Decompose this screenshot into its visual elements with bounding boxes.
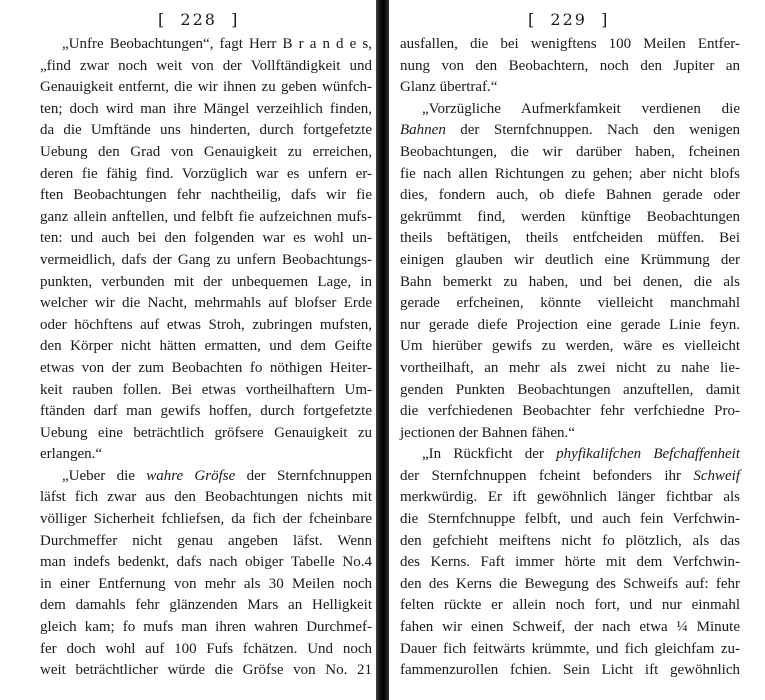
text-segment: dem damahls fehr glänzenden Mars an Helligkeit bbox=[40, 597, 372, 614]
text-segment: „find zwar noch weit von der Vollftändigkeit und bbox=[40, 57, 372, 74]
text-line bbox=[40, 660, 372, 682]
text-line bbox=[400, 660, 740, 682]
text-segment: weit beträchtlicher würde die Gröfse von No. 21 bbox=[40, 662, 372, 679]
text-line bbox=[40, 401, 372, 423]
text-line bbox=[40, 617, 372, 639]
text-segment: der Sternfchnuppen. Nach den wenigen bbox=[445, 122, 740, 139]
text-segment: ausfallen, die bei wenigftens 100 Meilen Entfer- bbox=[400, 36, 740, 52]
italic-text: Bahnen bbox=[400, 122, 446, 139]
text-line bbox=[400, 293, 740, 315]
text-line bbox=[40, 142, 372, 164]
right-page bbox=[388, 0, 765, 700]
text-line bbox=[400, 595, 740, 617]
text-segment: Beobachtungen, die wir darüber haben, fcheinen bbox=[400, 143, 740, 160]
text-line bbox=[40, 639, 372, 661]
text-line bbox=[40, 250, 372, 272]
text-line bbox=[400, 250, 740, 272]
text-segment: Dauer fich feitwärts krümmte, und fich gleichfam zu- bbox=[400, 640, 740, 657]
text-line bbox=[400, 639, 740, 661]
text-segment: „Unfre Beobachtungen“, fagt Herr B r a n d e s, bbox=[62, 36, 372, 52]
text-segment: Durchmeffer nicht genau angeben läfst. Wenn bbox=[40, 532, 372, 549]
text-segment: punkten, verbunden mit der unbequemen Lage, in bbox=[40, 273, 372, 290]
text-segment: läfst fich zwar aus den Beobachtungen nichts mit bbox=[40, 489, 372, 506]
italic-text: phyfikalifchen Befchaffenheit bbox=[556, 446, 740, 463]
text-segment: einigen glauben wir deutlich eine Krümmung der bbox=[400, 251, 740, 268]
text-line bbox=[400, 380, 740, 402]
text-line bbox=[400, 401, 740, 423]
text-segment: gekrümmt find, werden künftige Beobachtungen bbox=[400, 208, 740, 225]
text-line bbox=[40, 185, 372, 207]
text-segment: „Ueber die bbox=[62, 467, 147, 484]
text-segment: theils beftätigen, theils entfcheiden müffen. Bei bbox=[400, 230, 740, 247]
text-line bbox=[400, 487, 740, 509]
text-line bbox=[400, 56, 740, 78]
text-line bbox=[400, 552, 740, 574]
page-text bbox=[400, 34, 740, 682]
text-segment: Uebung eine beträchtlich gröfsere Genauigkeit zu bbox=[40, 424, 372, 441]
text-line bbox=[400, 509, 740, 531]
text-line bbox=[40, 595, 372, 617]
text-segment: Bahn bemerkt zu haben, und bei denen, die als bbox=[400, 273, 740, 290]
text-segment: des Kerns. Faft immer hörte mit dem Verfchwin- bbox=[400, 554, 740, 571]
text-line bbox=[400, 358, 740, 380]
text-segment: Um hierüber gewifs zu werden, wäre es vielleicht bbox=[400, 338, 740, 355]
text-line bbox=[400, 617, 740, 639]
text-line bbox=[40, 315, 372, 337]
text-line bbox=[400, 315, 740, 337]
text-line bbox=[40, 552, 372, 574]
text-line bbox=[40, 423, 372, 445]
text-line bbox=[400, 336, 740, 358]
text-segment: man indefs bedenkt, dafs nach obiger Tabelle No.4 bbox=[40, 554, 372, 571]
text-line bbox=[400, 185, 740, 207]
page-text bbox=[40, 34, 372, 682]
text-segment: jectionen der Bahnen fähen.“ bbox=[400, 424, 575, 441]
text-segment: den Körper nicht hätten ermatten, und dem Geifte bbox=[40, 338, 372, 355]
text-segment: in einer Entfernung von mehr als 30 Meilen noch bbox=[40, 575, 372, 592]
text-line bbox=[400, 531, 740, 553]
text-line bbox=[400, 142, 740, 164]
text-segment: keit rauben follen. Bei etwas vortheilhaftern Um- bbox=[40, 381, 372, 398]
text-segment: der Sternfchnuppen fcheint befonders ihr bbox=[400, 467, 694, 484]
text-segment: welcher wir die Nacht, mehrmahls auf blofser Erde bbox=[40, 295, 372, 312]
text-line bbox=[400, 120, 740, 142]
text-segment: gleich kam; fo mufs man ihren wahren Durchmef- bbox=[40, 619, 372, 636]
text-segment: felten rückte er allein noch fort, und nur einmahl bbox=[400, 597, 740, 614]
text-segment: ften Beobachtungen fehr nachtheilig, dafs wir fie bbox=[40, 187, 372, 204]
text-segment: Glanz übertraf.“ bbox=[400, 79, 498, 96]
text-segment: deren fie fähig find. Vorzüglich war es unfern er- bbox=[40, 165, 372, 182]
text-segment: die verfchiedenen Beobachter fehr verfchiedne Pro- bbox=[400, 403, 740, 420]
text-line bbox=[40, 509, 372, 531]
text-segment: gerade erfcheinen, könnte vielleicht manchmahl bbox=[400, 295, 740, 312]
text-line bbox=[40, 207, 372, 229]
text-segment: nung von den Beobachtern, noch den Jupiter an bbox=[400, 57, 740, 74]
text-line bbox=[40, 336, 372, 358]
text-segment: fammenzurollen fchien. Sein Licht ift gewöhnlich bbox=[400, 662, 740, 679]
italic-text: wahre Gröfse bbox=[146, 467, 236, 484]
text-line bbox=[40, 574, 372, 596]
text-segment: fer doch wohl auf 100 Fufs fchätzen. Und noch bbox=[40, 640, 372, 657]
text-segment: oder höchftens auf etwas Stroh, zubringen mufsten, bbox=[40, 316, 372, 333]
text-line bbox=[400, 466, 740, 488]
text-line bbox=[400, 228, 740, 250]
page-number: [ 228 ] bbox=[158, 10, 240, 29]
text-line bbox=[40, 531, 372, 553]
text-segment: der Sternfchnuppen bbox=[235, 467, 372, 484]
text-segment: ganz allein anftellen, und felbft fie aufzeichnen mufs- bbox=[40, 208, 372, 225]
text-segment: Uebung den Grad von Genauigkeit zu erreichen, bbox=[40, 143, 372, 160]
text-line bbox=[40, 272, 372, 294]
left-page bbox=[0, 0, 378, 700]
text-line bbox=[40, 380, 372, 402]
text-segment: Genauigkeit entfernt, die wir ihnen zu geben wünfch- bbox=[40, 79, 372, 96]
text-line bbox=[40, 487, 372, 509]
text-line bbox=[40, 164, 372, 186]
text-segment: ten: und auch bei den folgenden war es wohl un- bbox=[40, 230, 372, 247]
text-line bbox=[400, 34, 740, 56]
text-line bbox=[400, 444, 740, 466]
text-line bbox=[40, 56, 372, 78]
text-segment: vortheilhaft, an mehr als zwei nicht zu nahe lie- bbox=[400, 359, 740, 376]
text-line bbox=[400, 77, 740, 99]
text-segment: den des Kerns die Bewegung des Schweifs auf: fehr bbox=[400, 575, 740, 592]
text-line bbox=[400, 207, 740, 229]
text-segment: merkwürdig. Er ift gewöhnlich länger fichtbar als bbox=[400, 489, 740, 506]
text-line bbox=[400, 164, 740, 186]
text-line bbox=[400, 423, 740, 445]
text-segment: vermeidlich, dafs der Gang zu unfern Beobachtungs- bbox=[40, 251, 372, 268]
text-segment: etwas von der zum Beobachten fo nöthigen Heiter- bbox=[40, 359, 372, 376]
text-line bbox=[40, 358, 372, 380]
text-segment: „In Rückficht der bbox=[422, 446, 557, 463]
text-segment: völliger Sicherheit fchliefsen, da fich der fcheinbare bbox=[40, 511, 372, 528]
text-line bbox=[40, 293, 372, 315]
text-segment: ftänden darf man gewifs hoffen, durch fortgefetzte bbox=[40, 403, 372, 420]
text-segment: erlangen.“ bbox=[40, 446, 103, 463]
text-line bbox=[40, 444, 372, 466]
text-segment: genden Punkten Beobachtungen anzuftellen, damit bbox=[400, 381, 740, 398]
text-line bbox=[400, 99, 740, 121]
text-segment: da die Umftände uns hinderten, durch fortgefetzte bbox=[40, 122, 372, 139]
text-segment: dies, fondern auch, ob diefe Bahnen gerade oder bbox=[400, 187, 740, 204]
text-segment: „Vorzügliche Aufmerkfamkeit verdienen die bbox=[422, 100, 740, 117]
text-line bbox=[40, 228, 372, 250]
text-line bbox=[40, 466, 372, 488]
text-segment: die Sternfchnuppe felbft, und auch fein Verfchwin- bbox=[400, 511, 740, 528]
text-line bbox=[40, 77, 372, 99]
text-line bbox=[40, 34, 372, 56]
text-segment: nur gerade diefe Projection eine gerade Linie feyn. bbox=[400, 316, 740, 333]
text-line bbox=[400, 574, 740, 596]
text-segment: fie nach allen Richtungen zu gehen; aber nicht blofs bbox=[400, 165, 740, 182]
italic-text: Schweif bbox=[693, 467, 740, 484]
page-number: [ 229 ] bbox=[528, 10, 610, 29]
text-line bbox=[40, 120, 372, 142]
text-line bbox=[400, 272, 740, 294]
text-segment: fahen wir einen Schweif, der nach etwa ¼ Minute bbox=[400, 619, 740, 636]
text-line bbox=[40, 99, 372, 121]
text-segment: ten; doch wird man ihre Mängel verzeihlich finden, bbox=[40, 100, 372, 117]
text-segment: den gefchieht meiftens nicht fo plötzlich, als das bbox=[400, 532, 740, 549]
